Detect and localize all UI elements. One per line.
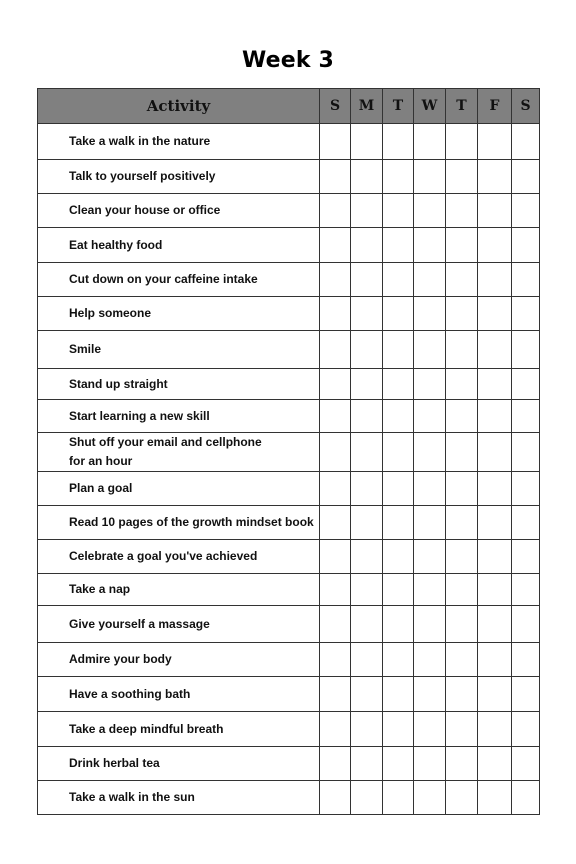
day-checkbox-cell[interactable]: [320, 506, 351, 540]
day-checkbox-cell[interactable]: [414, 643, 446, 677]
table-row: [38, 472, 540, 506]
activity-label: Help someone: [38, 297, 320, 331]
day-checkbox-cell[interactable]: [351, 124, 383, 160]
day-checkbox-cell[interactable]: [351, 506, 383, 540]
day-checkbox-cell[interactable]: [446, 400, 478, 433]
table-row: [38, 781, 540, 815]
day-checkbox-cell[interactable]: [383, 506, 414, 540]
day-checkbox-cell[interactable]: [320, 781, 351, 815]
table-row: [38, 331, 540, 369]
day-checkbox-cell[interactable]: [351, 643, 383, 677]
day-checkbox-cell[interactable]: [478, 472, 512, 506]
activity-label: Give yourself a massage: [38, 606, 320, 643]
day-column-header: F: [478, 89, 512, 124]
day-checkbox-cell[interactable]: [320, 124, 351, 160]
day-checkbox-cell[interactable]: [383, 194, 414, 228]
day-checkbox-cell[interactable]: [512, 194, 540, 228]
activity-label: Admire your body: [38, 643, 320, 677]
day-checkbox-cell[interactable]: [351, 160, 383, 194]
day-checkbox-cell[interactable]: [478, 433, 512, 472]
day-checkbox-cell[interactable]: [320, 606, 351, 643]
day-checkbox-cell[interactable]: [478, 297, 512, 331]
day-checkbox-cell[interactable]: [414, 400, 446, 433]
activity-label: Shut off your email and cellphone for an hour: [38, 433, 320, 472]
day-checkbox-cell[interactable]: [512, 506, 540, 540]
day-checkbox-cell[interactable]: [478, 606, 512, 643]
day-checkbox-cell[interactable]: [512, 160, 540, 194]
day-column-header: W: [414, 89, 446, 124]
day-checkbox-cell[interactable]: [320, 472, 351, 506]
day-checkbox-cell[interactable]: [383, 400, 414, 433]
day-checkbox-cell[interactable]: [383, 369, 414, 400]
day-checkbox-cell[interactable]: [478, 643, 512, 677]
day-checkbox-cell[interactable]: [512, 228, 540, 263]
day-checkbox-cell[interactable]: [383, 540, 414, 574]
day-checkbox-cell[interactable]: [320, 643, 351, 677]
day-checkbox-cell[interactable]: [446, 677, 478, 712]
table-row: [38, 433, 540, 472]
day-checkbox-cell[interactable]: [446, 263, 478, 297]
day-checkbox-cell[interactable]: [320, 228, 351, 263]
day-checkbox-cell[interactable]: [383, 677, 414, 712]
day-checkbox-cell[interactable]: [478, 228, 512, 263]
table-row: [38, 643, 540, 677]
day-checkbox-cell[interactable]: [512, 331, 540, 369]
day-checkbox-cell[interactable]: [320, 540, 351, 574]
activity-label: Clean your house or office: [38, 194, 320, 228]
day-checkbox-cell[interactable]: [351, 331, 383, 369]
day-checkbox-cell[interactable]: [414, 472, 446, 506]
day-checkbox-cell[interactable]: [320, 331, 351, 369]
day-checkbox-cell[interactable]: [351, 747, 383, 781]
day-checkbox-cell[interactable]: [512, 747, 540, 781]
day-checkbox-cell[interactable]: [446, 228, 478, 263]
table-row: [38, 124, 540, 160]
day-checkbox-cell[interactable]: [383, 228, 414, 263]
day-checkbox-cell[interactable]: [512, 297, 540, 331]
day-checkbox-cell[interactable]: [320, 263, 351, 297]
day-checkbox-cell[interactable]: [383, 124, 414, 160]
day-checkbox-cell[interactable]: [383, 331, 414, 369]
day-checkbox-cell[interactable]: [512, 574, 540, 606]
activity-label: Eat healthy food: [38, 228, 320, 263]
day-checkbox-cell[interactable]: [446, 433, 478, 472]
day-checkbox-cell[interactable]: [414, 677, 446, 712]
day-checkbox-cell[interactable]: [320, 574, 351, 606]
table-row: [38, 574, 540, 606]
day-checkbox-cell[interactable]: [320, 400, 351, 433]
activity-label: Smile: [38, 331, 320, 369]
day-checkbox-cell[interactable]: [414, 540, 446, 574]
day-checkbox-cell[interactable]: [351, 472, 383, 506]
day-checkbox-cell[interactable]: [414, 331, 446, 369]
day-checkbox-cell[interactable]: [478, 712, 512, 747]
page-title: Week 3: [241, 48, 335, 73]
day-checkbox-cell[interactable]: [320, 747, 351, 781]
day-checkbox-cell[interactable]: [512, 643, 540, 677]
day-checkbox-cell[interactable]: [320, 712, 351, 747]
day-checkbox-cell[interactable]: [478, 747, 512, 781]
day-checkbox-cell[interactable]: [512, 712, 540, 747]
day-checkbox-cell[interactable]: [414, 369, 446, 400]
day-checkbox-cell[interactable]: [414, 781, 446, 815]
day-checkbox-cell[interactable]: [351, 400, 383, 433]
day-checkbox-cell[interactable]: [351, 297, 383, 331]
day-column-header: M: [351, 89, 383, 124]
day-column-header: S: [320, 89, 351, 124]
day-checkbox-cell[interactable]: [478, 574, 512, 606]
day-checkbox-cell[interactable]: [478, 506, 512, 540]
day-checkbox-cell[interactable]: [383, 472, 414, 506]
day-checkbox-cell[interactable]: [446, 369, 478, 400]
day-checkbox-cell[interactable]: [414, 606, 446, 643]
day-column-header: T: [446, 89, 478, 124]
day-checkbox-cell[interactable]: [478, 160, 512, 194]
day-checkbox-cell[interactable]: [446, 160, 478, 194]
day-checkbox-cell[interactable]: [446, 194, 478, 228]
day-checkbox-cell[interactable]: [446, 643, 478, 677]
activity-label: Take a walk in the nature: [38, 124, 320, 160]
day-checkbox-cell[interactable]: [446, 712, 478, 747]
day-checkbox-cell[interactable]: [383, 433, 414, 472]
day-checkbox-cell[interactable]: [414, 506, 446, 540]
day-checkbox-cell[interactable]: [351, 712, 383, 747]
habit-tracker-table: [37, 88, 540, 815]
day-checkbox-cell[interactable]: [512, 263, 540, 297]
day-checkbox-cell[interactable]: [414, 160, 446, 194]
day-checkbox-cell[interactable]: [414, 574, 446, 606]
table-body: [38, 124, 540, 815]
activity-column-header: Activity: [38, 89, 320, 124]
table-row: [38, 606, 540, 643]
day-checkbox-cell[interactable]: [446, 124, 478, 160]
day-checkbox-cell[interactable]: [512, 540, 540, 574]
day-column-header: S: [512, 89, 540, 124]
day-checkbox-cell[interactable]: [351, 263, 383, 297]
day-checkbox-cell[interactable]: [478, 124, 512, 160]
table-row: [38, 712, 540, 747]
table-row: [38, 263, 540, 297]
day-checkbox-cell[interactable]: [320, 369, 351, 400]
day-checkbox-cell[interactable]: [446, 331, 478, 369]
day-checkbox-cell[interactable]: [383, 747, 414, 781]
table-row: [38, 400, 540, 433]
day-checkbox-cell[interactable]: [512, 677, 540, 712]
day-checkbox-cell[interactable]: [414, 194, 446, 228]
activity-label: Stand up straight: [38, 369, 320, 400]
table-row: [38, 160, 540, 194]
day-checkbox-cell[interactable]: [383, 781, 414, 815]
activity-label: Start learning a new skill: [38, 400, 320, 433]
day-checkbox-cell[interactable]: [320, 194, 351, 228]
activity-label: Talk to yourself positively: [38, 160, 320, 194]
table-row: [38, 677, 540, 712]
day-checkbox-cell[interactable]: [512, 781, 540, 815]
activity-label: Celebrate a goal you've achieved: [38, 540, 320, 574]
day-checkbox-cell[interactable]: [351, 574, 383, 606]
day-checkbox-cell[interactable]: [383, 160, 414, 194]
table-header-row: [38, 89, 540, 124]
table-row: [38, 228, 540, 263]
day-checkbox-cell[interactable]: [512, 606, 540, 643]
table-row: [38, 747, 540, 781]
day-checkbox-cell[interactable]: [512, 369, 540, 400]
day-checkbox-cell[interactable]: [414, 747, 446, 781]
day-checkbox-cell[interactable]: [351, 228, 383, 263]
table-row: [38, 194, 540, 228]
day-checkbox-cell[interactable]: [478, 369, 512, 400]
day-checkbox-cell[interactable]: [414, 433, 446, 472]
activity-label: Take a deep mindful breath: [38, 712, 320, 747]
day-checkbox-cell[interactable]: [383, 606, 414, 643]
day-checkbox-cell[interactable]: [351, 194, 383, 228]
day-checkbox-cell[interactable]: [446, 781, 478, 815]
day-checkbox-cell[interactable]: [512, 433, 540, 472]
day-checkbox-cell[interactable]: [446, 540, 478, 574]
day-checkbox-cell[interactable]: [351, 606, 383, 643]
day-column-header: T: [383, 89, 414, 124]
day-checkbox-cell[interactable]: [414, 712, 446, 747]
day-checkbox-cell[interactable]: [446, 747, 478, 781]
activity-label: Read 10 pages of the growth mindset book: [38, 506, 320, 540]
day-checkbox-cell[interactable]: [320, 160, 351, 194]
day-checkbox-cell[interactable]: [478, 781, 512, 815]
day-checkbox-cell[interactable]: [351, 781, 383, 815]
activity-label: Plan a goal: [38, 472, 320, 506]
day-checkbox-cell[interactable]: [512, 472, 540, 506]
day-checkbox-cell[interactable]: [446, 606, 478, 643]
day-checkbox-cell[interactable]: [446, 574, 478, 606]
day-checkbox-cell[interactable]: [478, 263, 512, 297]
day-checkbox-cell[interactable]: [446, 297, 478, 331]
activity-label: Cut down on your caffeine intake: [38, 263, 320, 297]
day-checkbox-cell[interactable]: [478, 331, 512, 369]
activity-label: Have a soothing bath: [38, 677, 320, 712]
table-row: [38, 297, 540, 331]
activity-label: Drink herbal tea: [38, 747, 320, 781]
day-checkbox-cell[interactable]: [383, 574, 414, 606]
day-checkbox-cell[interactable]: [478, 400, 512, 433]
table-row: [38, 369, 540, 400]
day-checkbox-cell[interactable]: [351, 433, 383, 472]
day-checkbox-cell[interactable]: [351, 540, 383, 574]
table-row: [38, 540, 540, 574]
day-checkbox-cell[interactable]: [446, 472, 478, 506]
day-checkbox-cell[interactable]: [383, 263, 414, 297]
day-checkbox-cell[interactable]: [478, 677, 512, 712]
day-checkbox-cell[interactable]: [320, 677, 351, 712]
day-checkbox-cell[interactable]: [478, 194, 512, 228]
day-checkbox-cell[interactable]: [512, 400, 540, 433]
day-checkbox-cell[interactable]: [383, 712, 414, 747]
activity-label: Take a walk in the sun: [38, 781, 320, 815]
day-checkbox-cell[interactable]: [414, 124, 446, 160]
table-row: [38, 506, 540, 540]
day-checkbox-cell[interactable]: [320, 297, 351, 331]
day-checkbox-cell[interactable]: [512, 124, 540, 160]
day-checkbox-cell[interactable]: [446, 506, 478, 540]
day-checkbox-cell[interactable]: [414, 263, 446, 297]
day-checkbox-cell[interactable]: [414, 228, 446, 263]
day-checkbox-cell[interactable]: [383, 297, 414, 331]
day-checkbox-cell[interactable]: [320, 433, 351, 472]
day-checkbox-cell[interactable]: [351, 369, 383, 400]
day-checkbox-cell[interactable]: [351, 677, 383, 712]
day-checkbox-cell[interactable]: [383, 643, 414, 677]
activity-label: Take a nap: [38, 574, 320, 606]
day-checkbox-cell[interactable]: [414, 297, 446, 331]
day-checkbox-cell[interactable]: [478, 540, 512, 574]
